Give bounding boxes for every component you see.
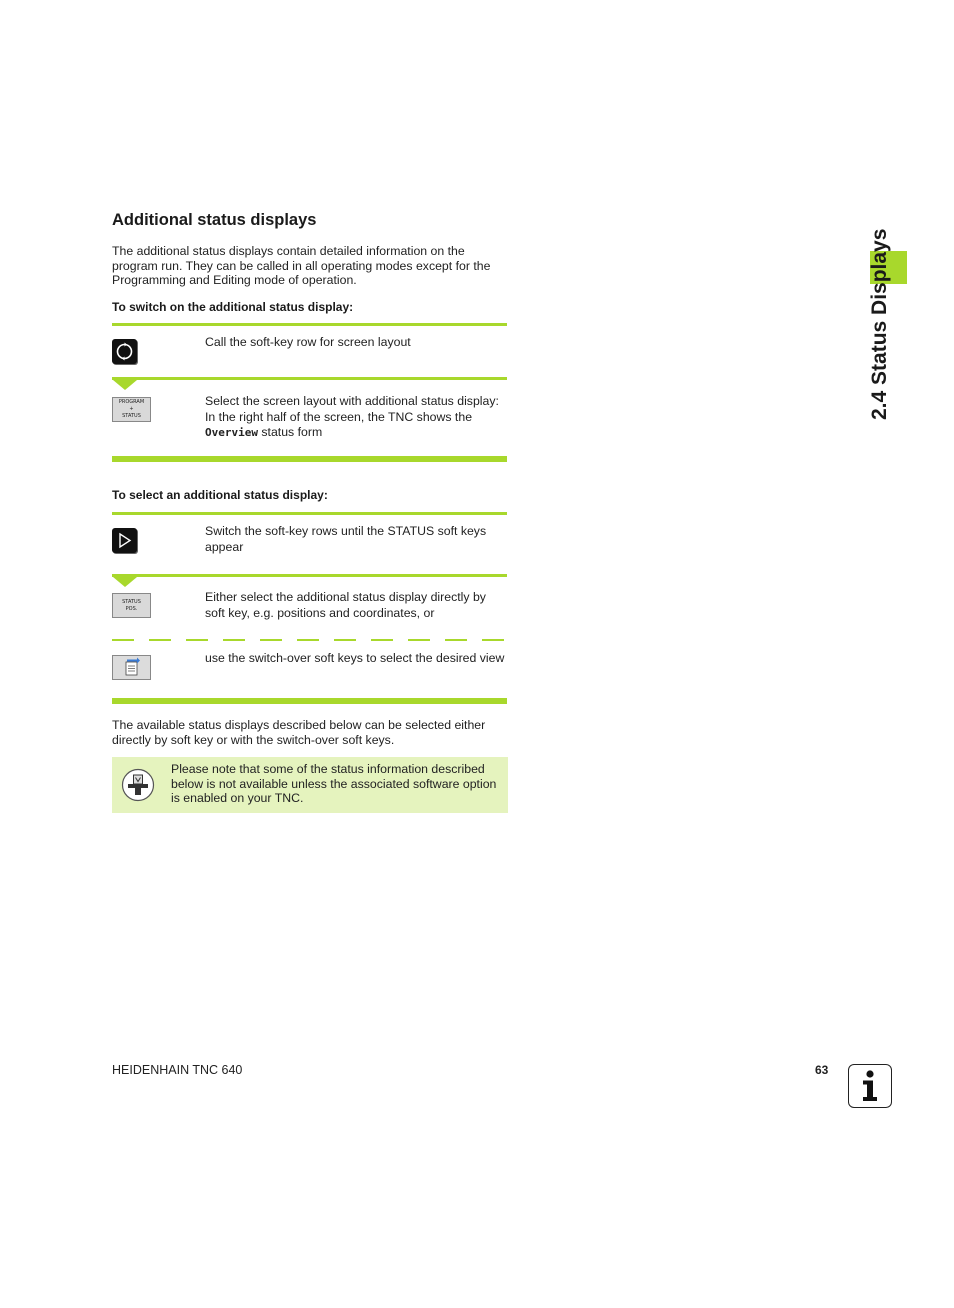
info-icon: [848, 1064, 892, 1108]
intro-paragraph: The additional status displays contain detailed information on the program run. They can be called in all operating modes except for the Programming and Editing mode of operation.: [112, 244, 491, 288]
softkey-label: POS.: [125, 605, 138, 612]
dashed-divider: [112, 639, 507, 641]
divider: [112, 512, 507, 515]
switch-on-step1-text: Call the soft-key row for screen layout: [205, 335, 411, 349]
select-step2-text: Either select the additional status display directly by soft key, e.g. positions and coordinates, or: [205, 590, 486, 620]
divider: [112, 377, 507, 380]
footer-product: HEIDENHAIN TNC 640: [112, 1063, 243, 1077]
screen-layout-key-icon[interactable]: [112, 339, 137, 364]
step-arrow: [113, 380, 137, 390]
text-segment: Select the screen layout with additional status display: In the right half of the screen, the TNC shows the: [205, 394, 499, 424]
page-number: 63: [815, 1063, 829, 1077]
section-title: Additional status displays: [112, 211, 317, 229]
select-heading: To select an additional status display:: [112, 488, 328, 502]
softkey-label: +: [129, 406, 134, 412]
divider: [112, 323, 507, 326]
softkey-label: PROGRAM: [118, 399, 145, 405]
section-end-bar: [112, 456, 507, 462]
sidebar-title: 2.4 Status Displays: [868, 228, 891, 420]
divider: [112, 574, 507, 577]
next-softkey-row-icon[interactable]: [112, 528, 137, 553]
status-pos-softkey[interactable]: [112, 593, 151, 618]
section-end-bar: [112, 698, 507, 704]
software-option-note-icon: [121, 768, 155, 802]
program-status-softkey[interactable]: [112, 397, 151, 422]
after-paragraph: The available status displays described below can be selected either directly by soft key or with the switch-over soft keys.: [112, 718, 486, 747]
switch-on-heading: To switch on the additional status display:: [112, 300, 354, 314]
text-segment: status form: [257, 425, 323, 440]
switch-on-step2-text: [205, 394, 507, 441]
overview-code: Overview: [205, 426, 258, 440]
note-text: Please note that some of the status information described below is not available unless the associated software option is enabled on your TNC.: [171, 762, 497, 806]
select-step3-text: use the switch-over soft keys to select the desired view: [205, 651, 505, 665]
switch-over-softkey-icon[interactable]: [112, 655, 151, 680]
softkey-label: STATUS: [122, 413, 141, 419]
softkey-label: STATUS: [122, 598, 141, 605]
select-step1-text: Switch the soft-key rows until the STATUS soft keys appear: [205, 524, 487, 554]
step-arrow: [113, 577, 137, 587]
